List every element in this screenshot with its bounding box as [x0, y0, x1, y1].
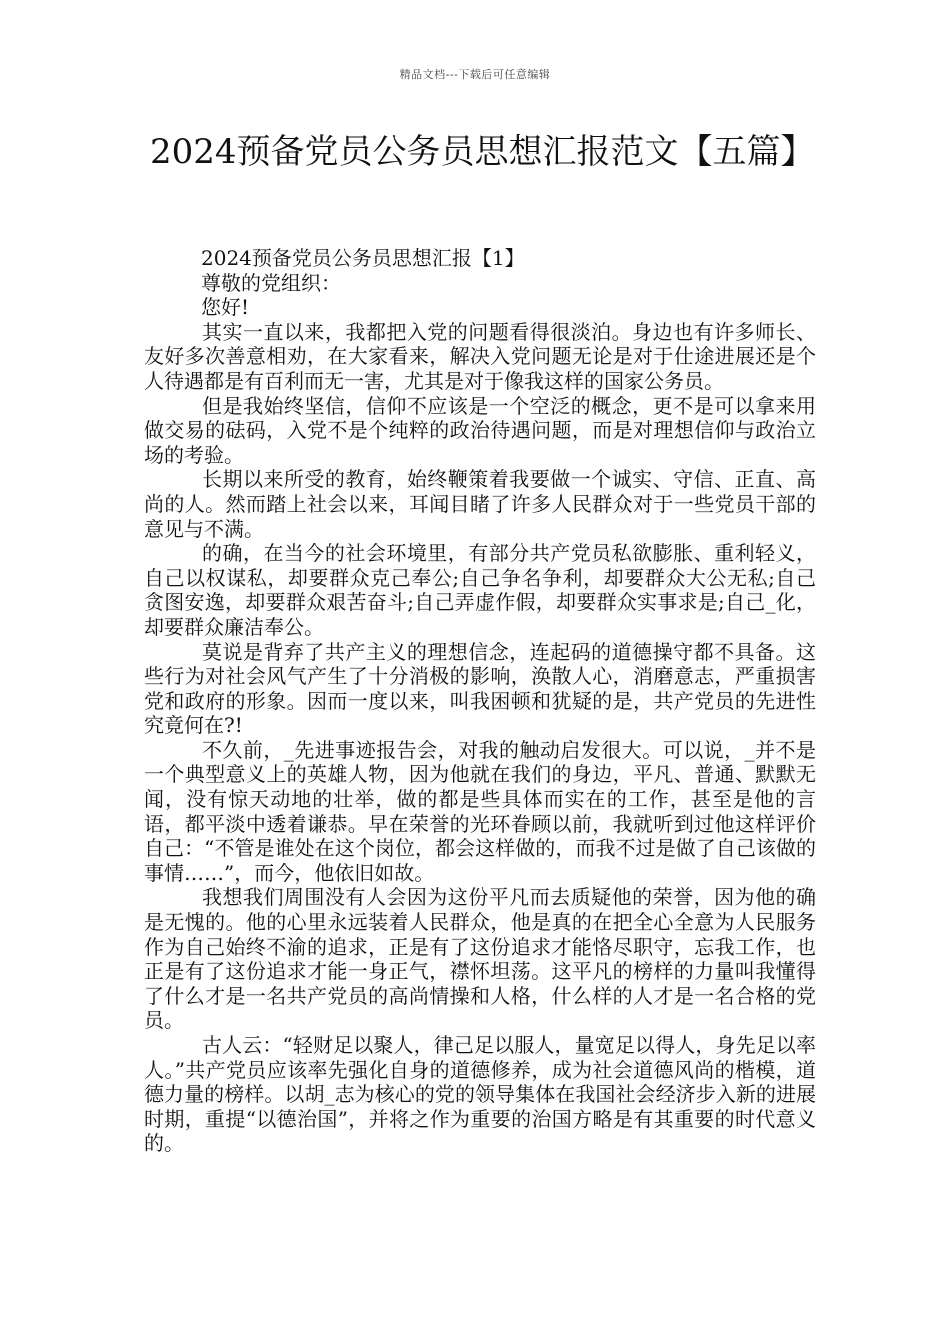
document-body [144, 246, 816, 1156]
paragraph: 莫说是背弃了共产主义的理想信念，连起码的道德操守都不具备。这些行为对社会风气产生了十分消极的影响，涣散人心，消磨意志，严重损害党和政府的形象。因而一度以来，叫我困顿和犹疑的是，共产党员的先进性究竟何在?! [144, 639, 816, 738]
paragraph: 我想我们周围没有人会因为这份平凡而去质疑他的荣誉，因为他的确是无愧的。他的心里永远装着人民群众，他是真的在把全心全意为人民服务作为自己始终不渝的追求，正是有了这份追求才能恪尽职守，忘我工作，也正是有了这份追求才能一身正气，襟怀坦荡。这平凡的榜样的力量叫我懂得了什么才是一名共产党员的高尚情操和人格，什么样的人才是一名合格的党员。 [144, 885, 816, 1033]
paragraph: 长期以来所受的教育，始终鞭策着我要做一个诚实、守信、正直、高尚的人。然而踏上社会以来，耳闻目睹了许多人民群众对于一些党员干部的意见与不满。 [144, 467, 816, 541]
header-note: 精品文档---下载后可任意编辑 [399, 68, 551, 81]
document-title: 2024预备党员公务员思想汇报范文【五篇】 [150, 132, 815, 172]
greeting: 您好! [201, 295, 250, 320]
paragraph: 其实一直以来，我都把入党的问题看得很淡泊。身边也有许多师长、友好多次善意相劝，在大家看来，解决入党问题无论是对于仕途进展还是个人待遇都是有百利而无一害，尤其是对于像我这样的国家公务员。 [144, 319, 816, 393]
paragraph: 不久前，_先进事迹报告会，对我的触动启发很大。可以说，_并不是一个典型意义上的英雄人物，因为他就在我们的身边，平凡、普通、默默无闻，没有惊天动地的壮举，做的都是些具体而实在的工作，甚至是他的言语，都平淡中透着谦恭。早在荣誉的光环眷顾以前，我就听到过他这样评价自己：“不管是谁处在这个岗位，都会这样做的，而我不过是做了自己该做的事情……”，而今，他依旧如故。 [144, 737, 816, 885]
paragraph: 但是我始终坚信，信仰不应该是一个空泛的概念，更不是可以拿来用做交易的砝码，入党不是个纯粹的政治待遇问题，而是对理想信仰与政治立场的考验。 [144, 393, 816, 467]
salutation: 尊敬的党组织： [201, 270, 341, 295]
section-heading: 2024预备党员公务员思想汇报【1】 [201, 246, 525, 270]
paragraph: 的确，在当今的社会环境里，有部分共产党员私欲膨胀、重利轻义，自己以权谋私，却要群众克己奉公;自己争名争利，却要群众大公无私;自己贪图安逸，却要群众艰苦奋斗;自己弄虚作假，却要群众实事求是;自己_化，却要群众廉洁奉公。 [144, 541, 816, 639]
paragraph: 古人云：“轻财足以聚人，律己足以服人，量宽足以得人，身先足以率人。”共产党员应该率先强化自身的道德修养，成为社会道德风尚的楷模，道德力量的榜样。以胡_志为核心的党的领导集体在我国社会经济步入新的进展时期，重提“以德治国”，并将之作为重要的治国方略是有其重要的时代意义的。 [144, 1033, 816, 1156]
